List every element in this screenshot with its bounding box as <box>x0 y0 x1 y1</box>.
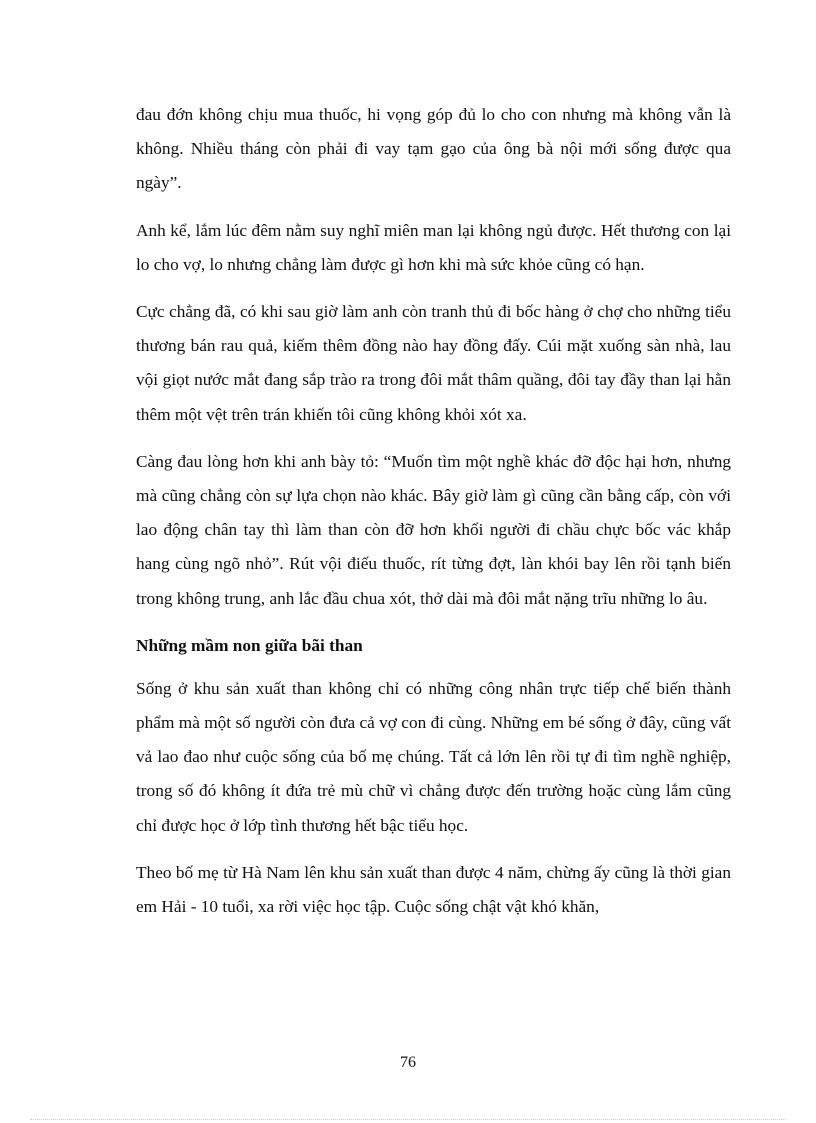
section-heading: Những mầm non giữa bãi than <box>136 635 363 655</box>
document-body <box>136 98 731 937</box>
paragraph-2: Anh kể, lắm lúc đêm nằm suy nghĩ miên man lại không ngủ được. Hết thương con lại lo cho vợ, lo nhưng chẳng làm được gì hơn khi mà sức khỏe cũng có hạn. <box>136 220 731 274</box>
paragraph-1: đau đớn không chịu mua thuốc, hi vọng góp đủ lo cho con nhưng mà không vẫn là không. Nhiều tháng còn phải đi vay tạm gạo của ông bà nội mới sống được qua ngày”. <box>136 105 731 193</box>
paragraph-3: Cực chẳng đã, có khi sau giờ làm anh còn tranh thủ đi bốc hàng ở chợ cho những tiểu thương bán rau quả, kiếm thêm đồng nào hay đồng đấy. Cúi mặt xuống sàn nhà, lau vội giọt nước mắt đang sắp trào ra trong đôi mắt thâm quầng, đôi tay đầy than lại hằn thêm một vệt trên trán khiến tôi cũng không khỏi xót xa. <box>136 302 731 424</box>
page-number: 76 <box>400 1054 416 1071</box>
paragraph-4: Càng đau lòng hơn khi anh bày tỏ: “Muốn tìm một nghề khác đỡ độc hại hơn, nhưng mà cũng chẳng còn sự lựa chọn nào khác. Bây giờ làm gì cũng cần bằng cấp, còn với lao động chân tay thì làm than còn đỡ hơn khối người đi chầu chực bốc vác khắp hang cùng ngõ nhỏ”. Rút vội điếu thuốc, rít từng đợt, làn khói bay lên rồi tạnh biến trong không trung, anh lắc đầu chua xót, thở dài mà đôi mắt nặng trĩu những lo âu. <box>136 451 731 608</box>
paragraph-6: Theo bố mẹ từ Hà Nam lên khu sản xuất than được 4 năm, chừng ấy cũng là thời gian em Hải - 10 tuổi, xa rời việc học tập. Cuộc sống chật vật khó khăn, <box>136 862 731 917</box>
paragraph-5: Sống ở khu sản xuất than không chỉ có những công nhân trực tiếp chế biến thành phẩm mà một số người còn đưa cả vợ con đi cùng. Những em bé sống ở đây, cũng vất vả lao đao như cuộc sống của bố mẹ chúng. Tất cả lớn lên rồi tự đi tìm nghề nghiệp, trong số đó không ít đứa trẻ mù chữ vì chẳng được đến trường hoặc cùng lắm cũng chỉ được học ở lớp tình thương hết bậc tiểu học. <box>136 678 731 835</box>
page-bottom-divider <box>30 1119 786 1120</box>
